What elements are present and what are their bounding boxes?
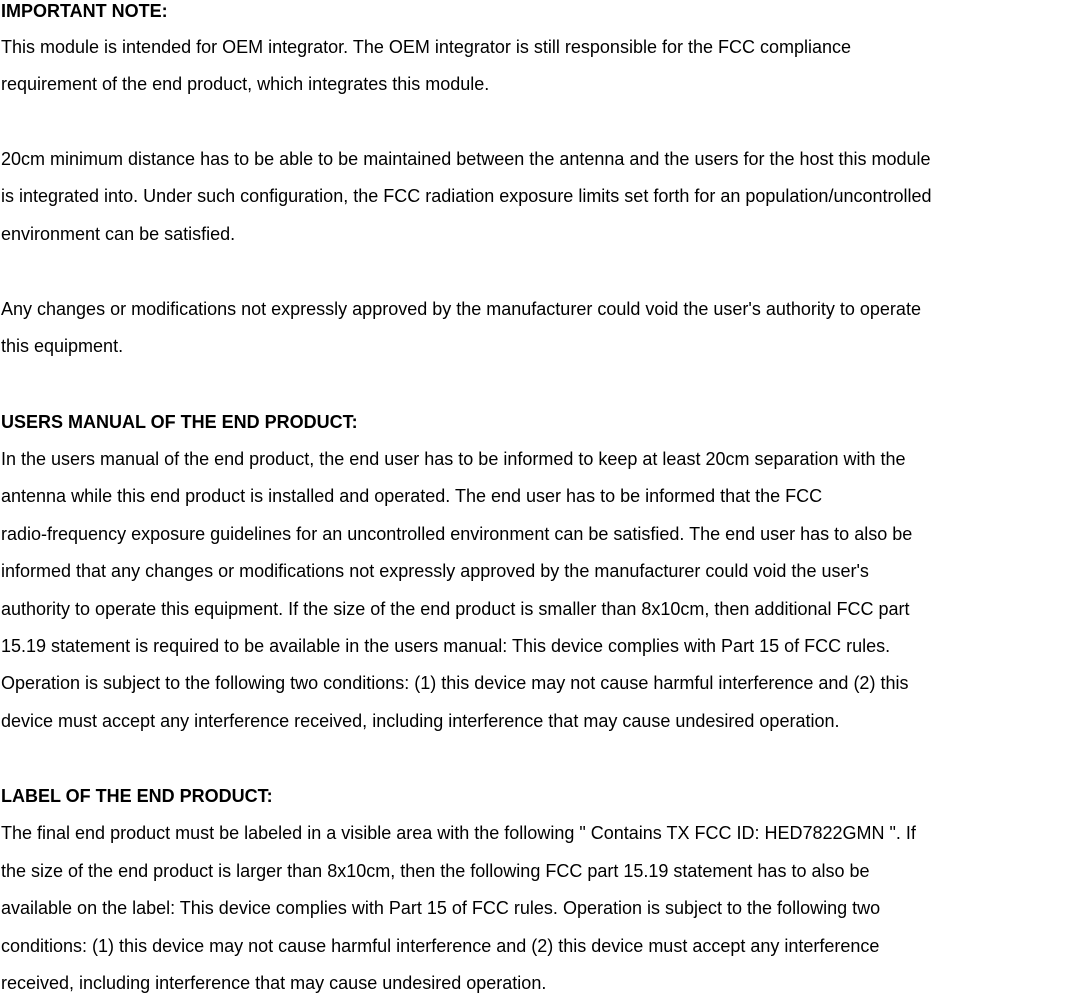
important-note-p1-line-1: This module is intended for OEM integrator. The OEM integrator is still responsible for the FCC compliance: [1, 37, 852, 57]
important-note-p2-line-1: 20cm minimum distance has to be able to be maintained between the antenna and the users for the host this module: [1, 149, 931, 169]
label-line-1: The final end product must be labeled in a visible area with the following " Contains TX FCC ID: HED7822GMN ". If: [1, 823, 916, 843]
users-manual-line-3: radio-frequency exposure guidelines for an uncontrolled environment can be satisfied. The end user has to also be: [1, 524, 913, 544]
label-line-4: conditions: (1) this device may not cause harmful interference and (2) this device must accept any interference: [1, 936, 880, 956]
users-manual-line-2: antenna while this end product is installed and operated. The end user has to be informed that the FCC: [1, 486, 823, 506]
important-note-p3-line-1: Any changes or modifications not expressly approved by the manufacturer could void the user's authority to operate: [1, 299, 921, 319]
label-heading: LABEL OF THE END PRODUCT:: [1, 786, 273, 806]
users-manual-line-1: In the users manual of the end product, the end user has to be informed to keep at least 20cm separation with the: [1, 449, 906, 469]
users-manual-line-4: informed that any changes or modifications not expressly approved by the manufacturer could void the user's: [1, 561, 869, 581]
users-manual-line-5: authority to operate this equipment. If the size of the end product is smaller than 8x10cm, then additional FCC part: [1, 599, 910, 619]
important-note-p2-line-3: environment can be satisfied.: [1, 224, 236, 244]
important-note-heading: IMPORTANT NOTE:: [1, 1, 168, 21]
label-line-5: received, including interference that may cause undesired operation.: [1, 973, 547, 993]
users-manual-line-8: device must accept any interference received, including interference that may cause undesired operation.: [1, 711, 840, 731]
label-line-3: available on the label: This device complies with Part 15 of FCC rules. Operation is subject to the following two: [1, 898, 881, 918]
users-manual-heading: USERS MANUAL OF THE END PRODUCT:: [1, 412, 358, 432]
users-manual-line-7: Operation is subject to the following two conditions: (1) this device may not cause harmful interference and (2) this: [1, 673, 909, 693]
label-line-2: the size of the end product is larger than 8x10cm, then the following FCC part 15.19 statement has to also be: [1, 861, 870, 881]
important-note-p3-line-2: this equipment.: [1, 336, 124, 356]
important-note-p2-line-2: is integrated into. Under such configuration, the FCC radiation exposure limits set forth for an population/uncontrolled: [1, 186, 932, 206]
users-manual-line-6: 15.19 statement is required to be available in the users manual: This device complies with Part 15 of FCC rules.: [1, 636, 891, 656]
important-note-p1-line-2: requirement of the end product, which integrates this module.: [1, 74, 490, 94]
